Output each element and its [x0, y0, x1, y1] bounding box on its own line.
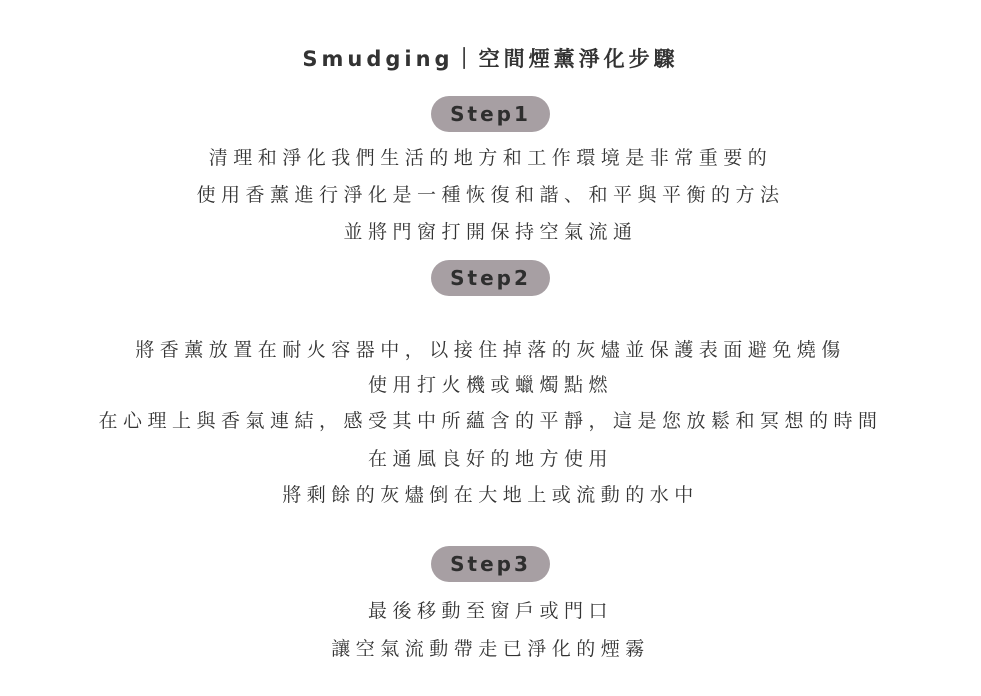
step2-line-3: 在心理上與香氣連結，感受其中所蘊含的平靜，這是您放鬆和冥想的時間 [98, 410, 883, 432]
step2-line-5: 將剩餘的灰燼倒在大地上或流動的水中 [282, 484, 699, 506]
step2-badge: Step2 [431, 260, 550, 296]
step1-line-1: 清理和淨化我們生活的地方和工作環境是非常重要的 [208, 147, 773, 169]
step3-line-1: 最後移動至窗戶或門口 [367, 600, 613, 622]
step3-badge: Step3 [431, 546, 550, 582]
step3-line-2: 讓空氣流動帶走已淨化的煙霧 [331, 638, 650, 660]
step2-line-2: 使用打火機或蠟燭點燃 [367, 374, 613, 396]
step1-line-2: 使用香薰進行淨化是一種恢復和諧、和平與平衡的方法 [196, 184, 785, 206]
page-title: Smudging｜空間煙薰淨化步驟 [302, 47, 679, 71]
step1-badge: Step1 [431, 96, 550, 132]
step1-line-3: 並將門窗打開保持空氣流通 [343, 221, 638, 243]
step2-line-4: 在通風良好的地方使用 [367, 448, 613, 470]
step2-line-1: 將香薰放置在耐火容器中，以接住掉落的灰燼並保護表面避免燒傷 [135, 339, 846, 361]
